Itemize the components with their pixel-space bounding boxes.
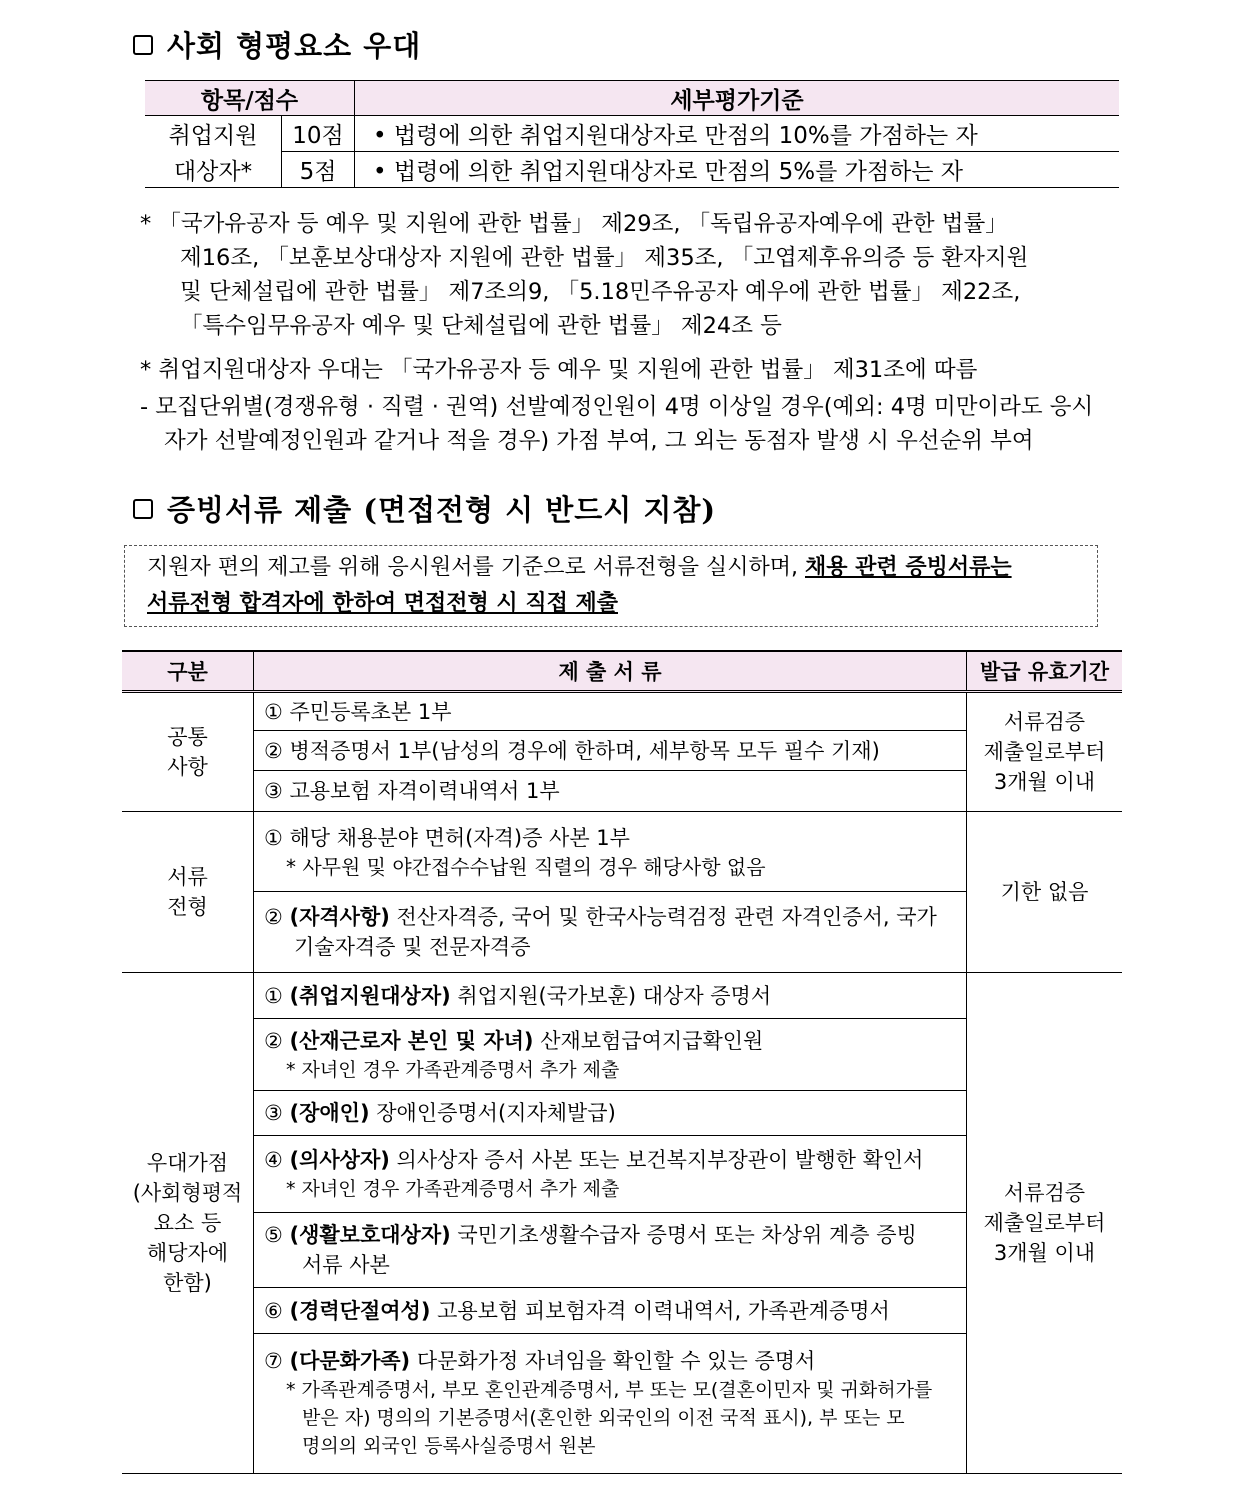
category-cell: 대상자* (145, 152, 282, 188)
note-bonus-condition: - 모집단위별(경쟁유형 · 직렬 · 권역) 선발예정인원이 4명 이상일 경우(예외: 4명 미만이라도 응시 자가 선발예정인원과 같거나 적을 경우) 가점 부여, 그 외는 동점자 발생 시 우선순위 부여 (140, 394, 1094, 454)
checkbox-square-icon (133, 499, 153, 519)
list-item: ② (자격사항) 전산자격증, 국어 및 한국사능력검정 관련 자격인증서, 국가 기술자격증 및 전문자격증 (254, 892, 967, 973)
note-law-list: * 「국가유공자 등 예우 및 지원에 관한 법률」 제29조, 「독립유공자예우에 관한 법률」 제16조, 「보훈보상대상자 지원에 관한 법률」 제35조, 「고엽제후유의증 등 환자지원 및 단체설립에 관한 법률」 제7조의9, 「5.18민주유공자 예우에 관한 법률」 제22조, 「특수임무유공자 예우 및 단체설립에 관한 법률」 제24조 등 (140, 211, 1029, 339)
list-item: ⑦ (다문화가족) 다문화가정 자녀임을 확인할 수 있는 증명서 * 가족관계증명서, 부모 혼인관계증명서, 부 또는 모(결혼이민자 및 귀화허가를 받은 자) 명의의 기본증명서(혼인한 외국인의 이전 국적 표시), 부 또는 모 명의의 외국인 등록사실증명서 원본 (254, 1334, 967, 1474)
section1-title: 사회 형평요소 우대 (133, 24, 421, 65)
category-cell: 취업지원 (168, 123, 258, 150)
header-criteria: 세부평가기준 (355, 81, 1120, 116)
list-item: ① 주민등록초본 1부 (254, 692, 967, 731)
validity-document-screening: 기한 없음 (967, 812, 1123, 973)
category-common: 공통 사항 (122, 692, 254, 812)
bonus-score-table (145, 80, 1119, 188)
documents-table (122, 650, 1122, 1474)
section2-title: 증빙서류 제출 (면접전형 시 반드시 지참) (133, 488, 716, 529)
validity-bonus: 서류검증 제출일로부터 3개월 이내 (967, 973, 1123, 1474)
list-item: ④ (의사상자) 의사상자 증서 사본 또는 보건복지부장관이 발행한 확인서 * 자녀인 경우 가족관계증명서 추가 제출 (254, 1136, 967, 1213)
list-item: ① 해당 채용분야 면허(자격)증 사본 1부 * 사무원 및 야간접수수납원 직렬의 경우 해당사항 없음 (254, 812, 967, 892)
list-item: ② 병적증명서 1부(남성의 경우에 한하며, 세부항목 모두 필수 기재) (254, 731, 967, 771)
header-documents: 제 출 서 류 (254, 651, 967, 692)
list-item: ③ (장애인) 장애인증명서(지자체발급) (254, 1091, 967, 1136)
list-item: ① (취업지원대상자) 취업지원(국가보훈) 대상자 증명서 (254, 973, 967, 1019)
criteria-cell: • 법령에 의한 취업지원대상자로 만점의 10%를 가점하는 자 (355, 116, 1120, 152)
validity-common: 서류검증 제출일로부터 3개월 이내 (967, 692, 1123, 812)
score-cell: 10점 (282, 116, 355, 152)
list-item: ⑤ (생활보호대상자) 국민기초생활수급자 증명서 또는 차상위 계층 증빙 서류 사본 (254, 1213, 967, 1288)
list-item: ③ 고용보험 자격이력내역서 1부 (254, 771, 967, 812)
submission-info-box: 지원자 편의 제고를 위해 응시원서를 기준으로 서류전형을 실시하며, 채용 관련 증빙서류는 서류전형 합격자에 한하여 면접전형 시 직접 제출 (124, 545, 1098, 627)
category-bonus: 우대가점 (사회형평적 요소 등 해당자에 한함) (122, 973, 254, 1474)
header-item: 항목/점수 (145, 81, 355, 116)
list-item: ⑥ (경력단절여성) 고용보험 피보험자격 이력내역서, 가족관계증명서 (254, 1288, 967, 1334)
header-category: 구분 (122, 651, 254, 692)
criteria-cell: • 법령에 의한 취업지원대상자로 만점의 5%를 가점하는 자 (355, 152, 1120, 188)
category-document-screening: 서류 전형 (122, 812, 254, 973)
note-bonus-basis: * 취업지원대상자 우대는 「국가유공자 등 예우 및 지원에 관한 법률」 제31조에 따름 (140, 357, 978, 383)
list-item: ② (산재근로자 본인 및 자녀) 산재보험급여지급확인원 * 자녀인 경우 가족관계증명서 추가 제출 (254, 1019, 967, 1091)
checkbox-square-icon (133, 35, 153, 55)
score-cell: 5점 (282, 152, 355, 188)
header-validity: 발급 유효기간 (967, 651, 1123, 692)
